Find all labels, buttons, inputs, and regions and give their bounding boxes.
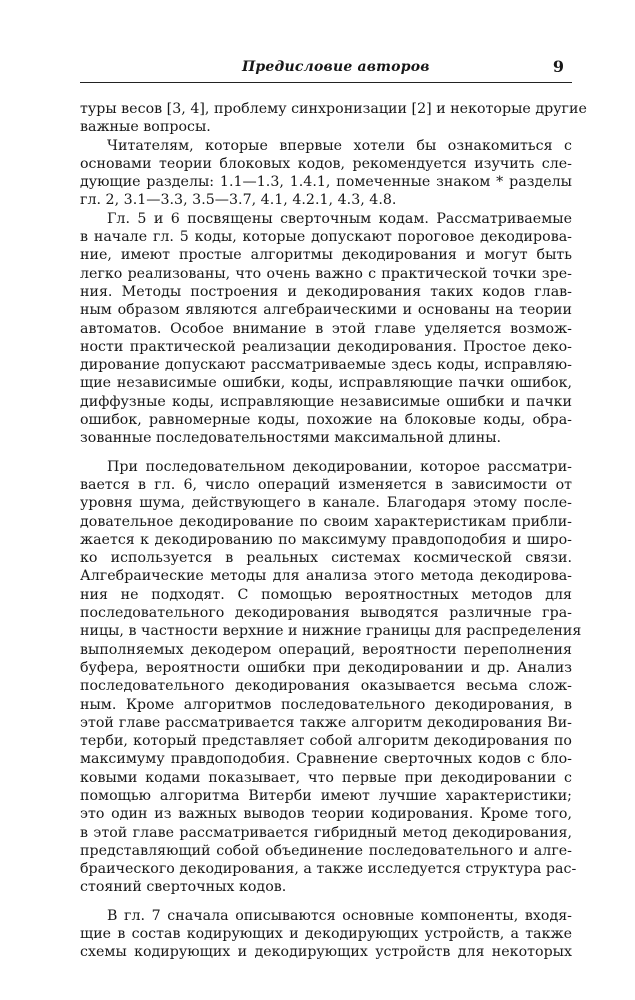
text-line: диффузные коды, исправляющие независимые ошибки и пачки xyxy=(80,393,572,410)
text-line: туры весов [3, 4], проблему синхронизации [2] и некоторые другие xyxy=(80,101,587,117)
paragraph-first-line: При последовательном декодировании, которое рассматри- xyxy=(107,458,572,475)
text-line: в этой главе рассматривается гибридный метод декодирования, xyxy=(80,824,572,841)
text-line: автоматов. Особое внимание в этой главе уделяется возмож- xyxy=(80,320,572,337)
text-line: Алгебраические методы для анализа этого метода декодирова- xyxy=(80,568,572,585)
text-line: ния не подходят. С помощью вероятностных методов для xyxy=(80,586,572,603)
text-line: щие в состав кодирующих и декодирующих устройств, а также xyxy=(80,926,572,943)
paragraph-first-line: В гл. 7 сначала описываются основные компоненты, входя- xyxy=(107,907,572,924)
text-line: буфера, вероятности ошибки при декодировании и др. Анализ xyxy=(80,659,572,676)
text-line: ности практической реализации декодирования. Простое деко- xyxy=(80,338,572,355)
text-line: это один из важных выводов теории кодирования. Кроме того, xyxy=(80,806,572,823)
running-title: Предисловие авторов xyxy=(242,59,430,75)
text-line: максимуму правдоподобия. Сравнение сверточных кодов с бло- xyxy=(80,751,572,768)
text-line: зованные последовательностями максимальной длины. xyxy=(80,430,502,447)
text-line: последовательного декодирования оказывается весьма слож- xyxy=(80,678,572,695)
text-line: дующие разделы: 1.1—1.3, 1.4.1, помеченные знаком * разделы xyxy=(80,174,572,191)
text-line: уровня шума, действующего в канале. Благодаря этому после- xyxy=(80,495,572,512)
text-line: помощью алгоритма Витерби имеют лучшие характеристики; xyxy=(80,787,572,804)
text-line: вается в гл. 6, число операций изменяется в зависимости от xyxy=(80,476,572,493)
text-line: схемы кодирующих и декодирующих устройств для некоторых xyxy=(80,944,572,961)
text-line: щие независимые ошибки, коды, исправляющие пачки ошибок, xyxy=(80,375,572,392)
header-rule xyxy=(80,82,572,83)
running-header xyxy=(80,58,572,82)
text-line: довательное декодирование по своим характеристикам прибли- xyxy=(80,513,572,530)
text-line: ко используется в реальных системах космической связи. xyxy=(80,550,572,567)
text-line: дирование допускают рассматриваемые здесь коды, исправляю- xyxy=(80,357,572,374)
text-line: ошибок, равномерные коды, похожие на блоковые коды, обра- xyxy=(80,412,572,429)
text-line: легко реализованы, что очень важно с практической точки зре- xyxy=(80,265,572,282)
text-line: стояний сверточных кодов. xyxy=(80,879,287,896)
text-line: выполняемых декодером операций, вероятности переполнения xyxy=(80,641,572,658)
paragraph-first-line: Гл. 5 и 6 посвящены сверточным кодам. Рассматриваемые xyxy=(107,210,572,227)
text-line: ковыми кодами показывает, что первые при декодировании с xyxy=(80,769,572,786)
text-line: ние, имеют простые алгоритмы декодирования и могут быть xyxy=(80,247,572,264)
page-number: 9 xyxy=(552,57,564,76)
body-text xyxy=(80,100,587,962)
text-line: последовательного декодирования выводятся различные гра- xyxy=(80,605,572,622)
text-line: представляющий собой объединение последовательного и алге- xyxy=(80,842,572,859)
text-line: основами теории блоковых кодов, рекомендуется изучить сле- xyxy=(80,155,572,172)
text-line: важные вопросы. xyxy=(80,119,211,136)
text-line: гл. 2, 3.1—3.3, 3.5—3.7, 4.1, 4.2.1, 4.3, 4.8. xyxy=(80,192,397,209)
text-line: ным. Кроме алгоритмов последовательного декодирования, в xyxy=(80,696,572,713)
text-line: в начале гл. 5 коды, которые допускают пороговое декодирова- xyxy=(80,229,572,246)
text-line: ния. Методы построения и декодирования таких кодов глав- xyxy=(80,283,572,300)
text-line: ным образом являются алгебраическими и основаны на теории xyxy=(80,302,572,319)
text-line: этой главе рассматривается также алгоритм декодирования Ви- xyxy=(80,714,572,731)
text-line: терби, который представляет собой алгоритм декодирования по xyxy=(80,733,572,750)
text-line: браического декодирования, а также исследуется структура рас- xyxy=(80,861,577,878)
paragraph-first-line: Читателям, которые впервые хотели бы ознакомиться с xyxy=(107,137,572,154)
text-line: жается к декодированию по максимуму правдоподобия и широ- xyxy=(80,531,572,548)
text-line: ницы, в частности верхние и нижние границы для распределения xyxy=(80,623,582,640)
